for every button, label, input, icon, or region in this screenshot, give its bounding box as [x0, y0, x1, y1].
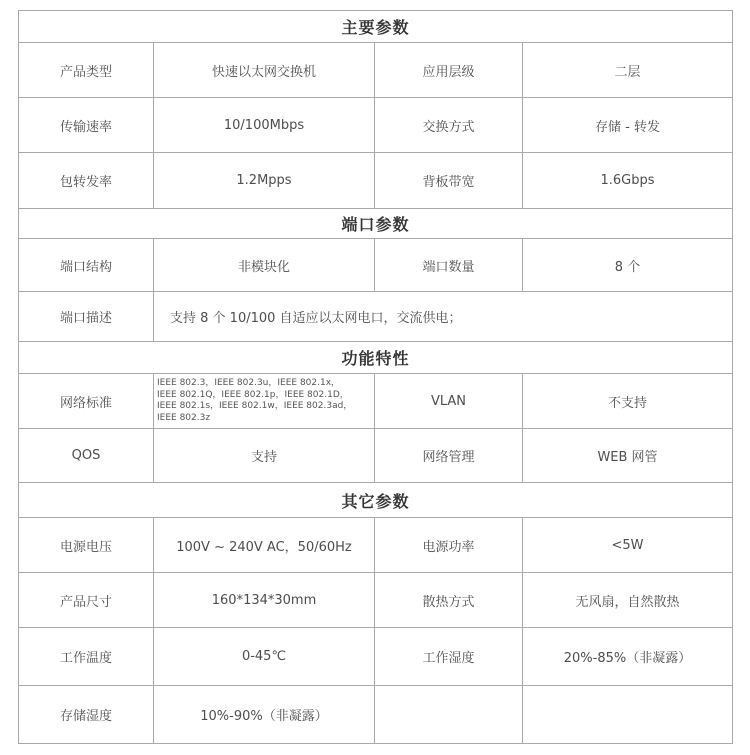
- table-row: [19, 98, 733, 153]
- value-net-std: [154, 374, 375, 429]
- table-row: [19, 374, 733, 429]
- value-rate: 10/100Mbps: [154, 98, 375, 153]
- label-pkt-rate: 包转发率: [19, 153, 154, 209]
- empty-cell: [523, 686, 733, 744]
- value-voltage: 100V ~ 240V AC，50/60Hz: [154, 518, 375, 573]
- section-row-feature: [19, 342, 733, 374]
- spec-table: [18, 10, 733, 744]
- label-storage-humidity: 存储湿度: [19, 686, 154, 744]
- table-row: [19, 518, 733, 573]
- label-voltage: 电源电压: [19, 518, 154, 573]
- label-backplane: 背板带宽: [375, 153, 523, 209]
- table-row: [19, 292, 733, 342]
- label-port-desc: 端口描述: [19, 292, 154, 342]
- label-vlan: VLAN: [375, 374, 523, 429]
- section-title-main: 主要参数: [19, 11, 733, 43]
- label-port-struct: 端口结构: [19, 239, 154, 292]
- net-std-line: IEEE 802.3，IEEE 802.3u，IEEE 802.1x，: [157, 378, 341, 388]
- value-port-struct: 非模块化: [154, 239, 375, 292]
- label-work-humidity: 工作湿度: [375, 628, 523, 686]
- section-title-port: 端口参数: [19, 209, 733, 239]
- section-row-other: [19, 483, 733, 518]
- value-app-layer: 二层: [523, 43, 733, 98]
- label-net-mgmt: 网络管理: [375, 429, 523, 483]
- label-product-type: 产品类型: [19, 43, 154, 98]
- section-title-feature: 功能特性: [19, 342, 733, 374]
- value-cooling: 无风扇，自然散热: [523, 573, 733, 628]
- label-switch-mode: 交换方式: [375, 98, 523, 153]
- table-row: [19, 239, 733, 292]
- net-std-line: IEEE 802.1Q，IEEE 802.1p，IEEE 802.1D，: [157, 389, 349, 400]
- label-cooling: 散热方式: [375, 573, 523, 628]
- value-vlan: 不支持: [523, 374, 733, 429]
- section-title-other: 其它参数: [19, 483, 733, 518]
- net-std-line: IEEE 802.3z: [157, 412, 211, 423]
- section-row-port: [19, 209, 733, 239]
- value-net-mgmt: WEB 网管: [523, 429, 733, 483]
- value-storage-humidity: 10%-90%（非凝露）: [154, 686, 375, 744]
- label-rate: 传输速率: [19, 98, 154, 153]
- table-row: [19, 153, 733, 209]
- empty-cell: [375, 686, 523, 744]
- value-power: <5W: [523, 518, 733, 573]
- value-port-desc: 支持 8 个 10/100 自适应以太网电口，交流供电；: [154, 292, 733, 342]
- net-std-line: IEEE 802.1s，IEEE 802.1w，IEEE 802.3ad，: [157, 401, 353, 411]
- table-row: [19, 686, 733, 744]
- value-work-humidity: 20%-85%（非凝露）: [523, 628, 733, 686]
- value-qos: 支持: [154, 429, 375, 483]
- label-net-std: 网络标准: [19, 374, 154, 429]
- table-row: [19, 43, 733, 98]
- label-port-count: 端口数量: [375, 239, 523, 292]
- value-port-count: 8 个: [523, 239, 733, 292]
- value-backplane: 1.6Gbps: [523, 153, 733, 209]
- table-row: [19, 429, 733, 483]
- value-switch-mode: 存储 - 转发: [523, 98, 733, 153]
- label-qos: QOS: [19, 429, 154, 483]
- value-pkt-rate: 1.2Mpps: [154, 153, 375, 209]
- table-row: [19, 628, 733, 686]
- label-work-temp: 工作温度: [19, 628, 154, 686]
- value-size: 160*134*30mm: [154, 573, 375, 628]
- section-row-main: [19, 11, 733, 43]
- value-work-temp: 0-45℃: [154, 628, 375, 686]
- table-row: [19, 573, 733, 628]
- label-power: 电源功率: [375, 518, 523, 573]
- value-product-type: 快速以太网交换机: [154, 43, 375, 98]
- label-app-layer: 应用层级: [375, 43, 523, 98]
- label-size: 产品尺寸: [19, 573, 154, 628]
